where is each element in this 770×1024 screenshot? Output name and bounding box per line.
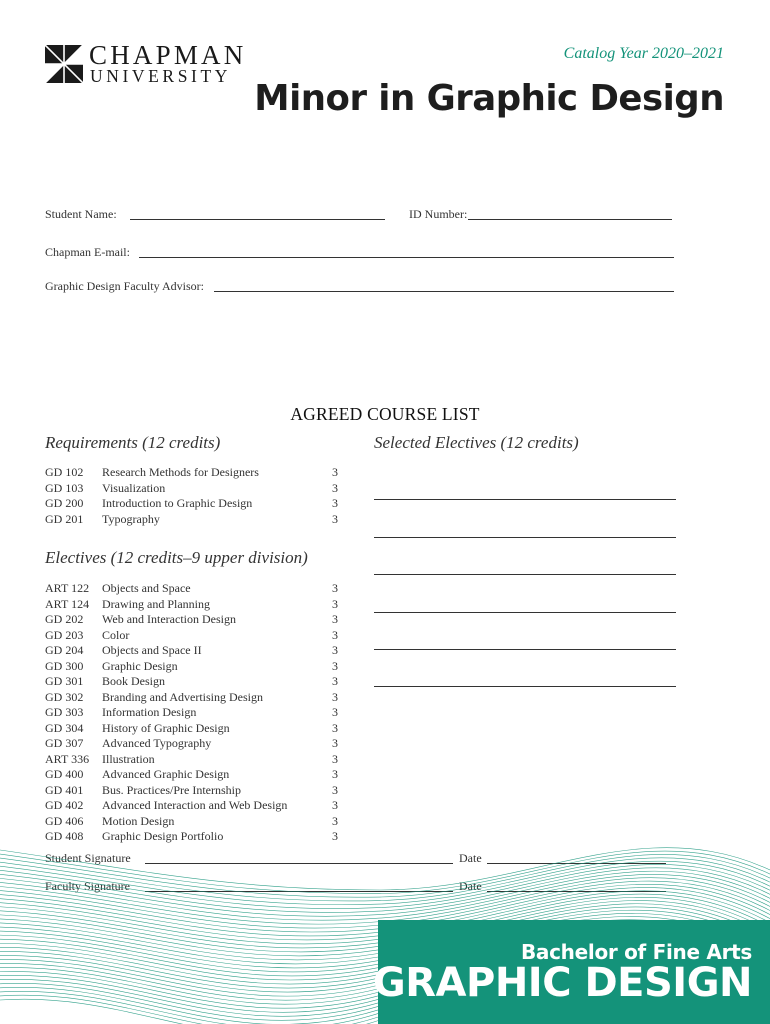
course-credits: 3 xyxy=(332,736,338,750)
course-code: GD 302 xyxy=(45,689,84,704)
course-row xyxy=(45,581,345,597)
course-row xyxy=(45,674,345,690)
course-name: Typography xyxy=(102,511,160,526)
advisor-label: Graphic Design Faculty Advisor: xyxy=(45,279,204,293)
course-code: GD 401 xyxy=(45,782,84,797)
course-name: History of Graphic Design xyxy=(102,720,230,735)
page-title: Minor in Graphic Design xyxy=(254,78,724,119)
course-credits: 3 xyxy=(332,612,338,626)
faculty-signature-label: Faculty Signature xyxy=(45,879,130,893)
course-code: GD 406 xyxy=(45,813,84,828)
course-name: Information Design xyxy=(102,705,197,719)
course-code: GD 200 xyxy=(45,496,84,510)
banner-subtitle: Bachelor of Fine Arts xyxy=(520,940,752,964)
course-credits: 3 xyxy=(332,511,338,526)
course-credits: 3 xyxy=(332,798,338,812)
course-code: GD 202 xyxy=(45,612,84,626)
course-name: Graphic Design xyxy=(102,658,178,673)
course-name: Drawing and Planning xyxy=(102,596,210,611)
course-code: GD 304 xyxy=(45,720,84,735)
course-row xyxy=(45,705,345,721)
course-name: Illustration xyxy=(102,751,155,766)
course-credits: 3 xyxy=(332,674,338,688)
course-code: ART 122 xyxy=(45,581,90,595)
course-credits: 3 xyxy=(332,658,338,673)
student-name-field[interactable] xyxy=(130,219,385,220)
selected-elective-line[interactable] xyxy=(374,686,676,687)
banner-title: GRAPHIC DESIGN xyxy=(372,960,752,1006)
course-code: GD 400 xyxy=(45,767,84,781)
course-row xyxy=(45,496,345,512)
course-credits: 3 xyxy=(332,627,338,642)
id-number-label: ID Number: xyxy=(409,207,468,221)
course-name: Advanced Graphic Design xyxy=(102,767,230,781)
selected-elective-line[interactable] xyxy=(374,649,676,650)
course-code: GD 103 xyxy=(45,480,84,495)
course-name: Introduction to Graphic Design xyxy=(102,496,253,510)
course-code: GD 204 xyxy=(45,643,84,657)
course-row xyxy=(45,628,345,644)
course-credits: 3 xyxy=(332,689,338,704)
course-row xyxy=(45,597,345,613)
course-code: GD 408 xyxy=(45,829,84,843)
requirements-heading: Requirements (12 credits) xyxy=(45,433,221,452)
agreed-course-list-heading: AGREED COURSE LIST xyxy=(290,404,480,424)
id-number-field[interactable] xyxy=(468,219,672,220)
course-credits: 3 xyxy=(332,643,338,657)
selected-elective-line[interactable] xyxy=(374,574,676,575)
selected-elective-line[interactable] xyxy=(374,612,676,613)
selected-electives-heading: Selected Electives (12 credits) xyxy=(374,433,579,452)
logo-sub: UNIVERSITY xyxy=(90,66,231,86)
course-row xyxy=(45,690,345,706)
course-row xyxy=(45,512,345,528)
course-name: Motion Design xyxy=(102,813,175,828)
course-row xyxy=(45,465,345,481)
course-row xyxy=(45,659,345,675)
selected-elective-line[interactable] xyxy=(374,499,676,500)
course-row xyxy=(45,814,345,830)
chapman-logo xyxy=(45,40,247,86)
course-name: Color xyxy=(102,627,130,642)
course-credits: 3 xyxy=(332,751,338,766)
course-name: Research Methods for Designers xyxy=(102,465,259,479)
course-name: Web and Interaction Design xyxy=(102,612,236,626)
wave-line xyxy=(0,848,770,890)
course-code: GD 203 xyxy=(45,627,84,642)
course-credits: 3 xyxy=(332,496,338,510)
course-credits: 3 xyxy=(332,813,338,828)
course-code: GD 301 xyxy=(45,674,84,688)
course-row xyxy=(45,481,345,497)
faculty-date-label: Date xyxy=(459,879,482,893)
course-credits: 3 xyxy=(332,829,338,843)
course-code: GD 402 xyxy=(45,798,84,812)
logo-name: CHAPMAN xyxy=(89,40,247,70)
student-date-label: Date xyxy=(459,851,482,865)
course-row xyxy=(45,736,345,752)
course-row xyxy=(45,752,345,768)
course-name: Graphic Design Portfolio xyxy=(102,829,224,843)
course-code: GD 307 xyxy=(45,736,84,750)
email-field[interactable] xyxy=(139,257,674,258)
course-code: GD 300 xyxy=(45,658,84,673)
course-row xyxy=(45,643,345,659)
course-code: ART 124 xyxy=(45,596,90,611)
email-label: Chapman E-mail: xyxy=(45,245,130,259)
course-code: ART 336 xyxy=(45,751,90,766)
course-name: Advanced Interaction and Web Design xyxy=(102,798,288,812)
course-row xyxy=(45,612,345,628)
course-credits: 3 xyxy=(332,465,338,479)
course-credits: 3 xyxy=(332,705,338,719)
course-credits: 3 xyxy=(332,581,338,595)
student-signature-label: Student Signature xyxy=(45,851,131,865)
course-credits: 3 xyxy=(332,480,338,495)
electives-heading: Electives (12 credits–9 upper division) xyxy=(45,548,308,567)
course-name: Bus. Practices/Pre Internship xyxy=(102,782,241,797)
course-name: Book Design xyxy=(102,674,165,688)
course-code: GD 303 xyxy=(45,705,84,719)
course-row xyxy=(45,783,345,799)
course-code: GD 201 xyxy=(45,511,84,526)
course-credits: 3 xyxy=(332,782,338,797)
course-name: Advanced Typography xyxy=(102,736,212,750)
course-name: Branding and Advertising Design xyxy=(102,689,263,704)
course-credits: 3 xyxy=(332,596,338,611)
course-credits: 3 xyxy=(332,720,338,735)
course-name: Visualization xyxy=(102,480,166,495)
course-code: GD 102 xyxy=(45,465,84,479)
course-row xyxy=(45,798,345,814)
course-name: Objects and Space xyxy=(102,581,191,595)
student-name-label: Student Name: xyxy=(45,207,117,221)
advisor-field[interactable] xyxy=(214,291,674,292)
selected-elective-line[interactable] xyxy=(374,537,676,538)
chapman-logo-mark-icon xyxy=(45,45,83,83)
course-credits: 3 xyxy=(332,767,338,781)
catalog-year: Catalog Year 2020–2021 xyxy=(563,45,724,62)
course-name: Objects and Space II xyxy=(102,643,202,657)
course-row xyxy=(45,721,345,737)
course-row xyxy=(45,767,345,783)
wave-line xyxy=(0,851,770,894)
